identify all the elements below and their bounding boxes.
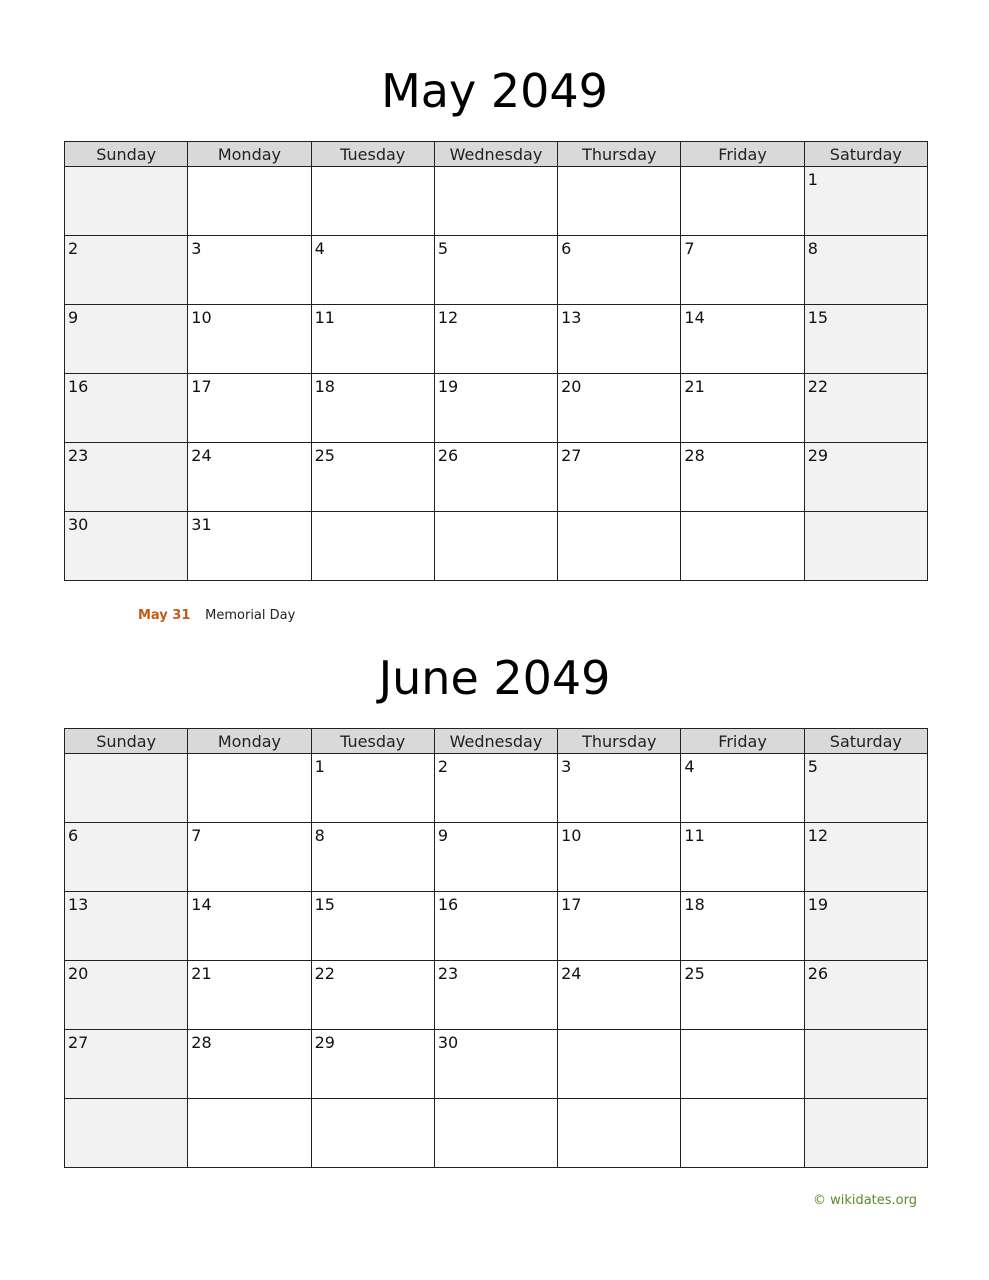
day-number: 26 <box>807 964 829 983</box>
weekday-header: Tuesday <box>311 729 434 754</box>
month-title-june: June 2049 <box>378 651 611 705</box>
day-cell <box>311 961 434 1030</box>
day-cell <box>558 443 681 512</box>
day-cell <box>434 167 557 236</box>
day-number: 1 <box>807 170 818 189</box>
day-cell <box>311 823 434 892</box>
day-cell <box>434 1099 557 1168</box>
day-cell <box>65 754 188 823</box>
day-number <box>681 1030 803 1034</box>
day-cell <box>188 443 311 512</box>
day-cell <box>558 1099 681 1168</box>
day-number: 2 <box>68 239 79 258</box>
day-cell <box>311 167 434 236</box>
week-row <box>65 1030 928 1099</box>
day-number <box>558 1030 680 1034</box>
day-number: 13 <box>68 895 89 914</box>
weekday-header-row <box>65 729 928 754</box>
day-number: 19 <box>807 895 829 914</box>
day-cell <box>311 892 434 961</box>
day-number: 28 <box>191 1033 212 1052</box>
day-number: 30 <box>68 515 89 534</box>
day-cell <box>804 754 927 823</box>
day-number <box>65 754 187 758</box>
holiday-list <box>138 606 295 626</box>
day-number <box>65 167 187 171</box>
day-cell <box>558 892 681 961</box>
day-cell <box>188 754 311 823</box>
day-cell <box>311 236 434 305</box>
day-cell <box>558 961 681 1030</box>
day-cell <box>434 512 557 581</box>
day-cell <box>804 1030 927 1099</box>
weekday-header: Saturday <box>804 142 927 167</box>
day-number: 20 <box>68 964 89 983</box>
day-cell <box>188 1030 311 1099</box>
day-number <box>681 1099 803 1103</box>
day-number: 14 <box>191 895 212 914</box>
day-cell <box>681 374 804 443</box>
day-number <box>558 167 680 171</box>
day-cell <box>681 754 804 823</box>
day-number <box>312 512 434 516</box>
day-cell <box>804 961 927 1030</box>
day-cell <box>188 167 311 236</box>
week-row <box>65 374 928 443</box>
weekday-header: Thursday <box>558 142 681 167</box>
day-cell <box>434 892 557 961</box>
day-cell <box>188 512 311 581</box>
day-number: 30 <box>437 1033 459 1052</box>
day-cell <box>681 961 804 1030</box>
day-cell <box>65 892 188 961</box>
day-number: 6 <box>561 239 572 258</box>
week-row <box>65 961 928 1030</box>
day-number: 26 <box>437 446 459 465</box>
day-cell <box>65 305 188 374</box>
day-number: 13 <box>561 308 582 327</box>
day-number <box>435 512 557 516</box>
day-cell <box>65 236 188 305</box>
day-number: 8 <box>807 239 818 258</box>
day-cell <box>188 236 311 305</box>
day-cell <box>434 823 557 892</box>
weekday-header: Sunday <box>65 142 188 167</box>
day-cell <box>188 305 311 374</box>
day-cell <box>65 1030 188 1099</box>
day-number: 29 <box>314 1033 335 1052</box>
copyright-footer[interactable]: © wikidates.org <box>812 1193 917 1208</box>
day-cell <box>804 1099 927 1168</box>
day-number: 4 <box>684 757 695 776</box>
day-number: 29 <box>807 446 829 465</box>
week-row <box>65 892 928 961</box>
day-cell <box>434 374 557 443</box>
day-number: 12 <box>807 826 829 845</box>
day-cell <box>188 374 311 443</box>
day-number <box>188 167 310 171</box>
month-title-may: May 2049 <box>381 64 608 118</box>
day-cell <box>681 167 804 236</box>
day-number: 11 <box>314 308 335 327</box>
day-number: 3 <box>191 239 202 258</box>
day-number: 1 <box>314 757 325 776</box>
day-cell <box>681 1099 804 1168</box>
day-cell <box>804 443 927 512</box>
weekday-header: Friday <box>681 142 804 167</box>
day-cell <box>434 443 557 512</box>
day-number: 9 <box>68 308 79 327</box>
day-number: 8 <box>314 826 325 845</box>
day-number: 21 <box>684 377 705 396</box>
day-number: 16 <box>437 895 459 914</box>
day-number <box>435 1099 557 1103</box>
day-cell <box>804 892 927 961</box>
day-cell <box>804 374 927 443</box>
day-number <box>681 167 803 171</box>
weekday-header: Wednesday <box>434 142 557 167</box>
day-number: 12 <box>437 308 459 327</box>
day-number: 17 <box>191 377 212 396</box>
day-cell <box>434 961 557 1030</box>
day-number: 17 <box>561 895 582 914</box>
day-number: 4 <box>314 239 325 258</box>
day-number: 27 <box>561 446 582 465</box>
day-number: 22 <box>807 377 829 396</box>
holiday-date: May 31 <box>138 608 191 623</box>
day-number: 14 <box>684 308 705 327</box>
day-number <box>805 1030 927 1034</box>
day-number <box>188 754 310 758</box>
day-number: 7 <box>684 239 695 258</box>
day-cell <box>681 823 804 892</box>
day-cell <box>311 374 434 443</box>
day-cell <box>681 236 804 305</box>
day-number <box>558 1099 680 1103</box>
day-number: 19 <box>437 377 459 396</box>
day-number: 15 <box>807 308 829 327</box>
weekday-header: Saturday <box>804 729 927 754</box>
day-number: 20 <box>561 377 582 396</box>
day-cell <box>558 823 681 892</box>
day-number <box>312 1099 434 1103</box>
week-row <box>65 443 928 512</box>
day-cell <box>434 236 557 305</box>
week-row <box>65 236 928 305</box>
day-number: 31 <box>191 515 212 534</box>
calendar-grid-june <box>64 728 928 1168</box>
day-cell <box>804 823 927 892</box>
day-number: 21 <box>191 964 212 983</box>
day-number: 18 <box>314 377 335 396</box>
day-number: 11 <box>684 826 705 845</box>
day-number <box>188 1099 310 1103</box>
day-number: 5 <box>437 239 449 258</box>
day-cell <box>681 1030 804 1099</box>
day-cell <box>434 1030 557 1099</box>
day-cell <box>434 305 557 374</box>
day-number: 23 <box>68 446 89 465</box>
day-cell <box>65 512 188 581</box>
day-cell <box>681 512 804 581</box>
day-number: 3 <box>561 757 572 776</box>
day-number: 7 <box>191 826 202 845</box>
weekday-header: Tuesday <box>311 142 434 167</box>
day-cell <box>311 512 434 581</box>
day-cell <box>558 167 681 236</box>
weekday-header: Friday <box>681 729 804 754</box>
day-number: 27 <box>68 1033 89 1052</box>
day-cell <box>681 443 804 512</box>
day-cell <box>804 167 927 236</box>
week-row <box>65 754 928 823</box>
holiday-name: Memorial Day <box>205 608 296 623</box>
day-number: 5 <box>807 757 818 776</box>
day-number: 2 <box>437 757 449 776</box>
weekday-header: Thursday <box>558 729 681 754</box>
day-cell <box>311 1099 434 1168</box>
day-cell <box>434 754 557 823</box>
day-number <box>805 512 927 516</box>
weekday-header-row <box>65 142 928 167</box>
day-number: 24 <box>191 446 212 465</box>
day-number: 10 <box>561 826 582 845</box>
weekday-header: Monday <box>188 142 311 167</box>
day-number: 9 <box>437 826 449 845</box>
day-number <box>65 1099 187 1103</box>
day-cell <box>311 1030 434 1099</box>
day-cell <box>311 443 434 512</box>
day-number <box>558 512 680 516</box>
day-number: 23 <box>437 964 459 983</box>
day-number: 18 <box>684 895 705 914</box>
day-cell <box>558 374 681 443</box>
week-row <box>65 512 928 581</box>
day-cell <box>681 892 804 961</box>
day-number <box>435 167 557 171</box>
day-cell <box>804 236 927 305</box>
day-cell <box>558 754 681 823</box>
day-number: 24 <box>561 964 582 983</box>
day-number <box>805 1099 927 1103</box>
day-cell <box>311 305 434 374</box>
day-number <box>312 167 434 171</box>
day-number: 22 <box>314 964 335 983</box>
day-number: 16 <box>68 377 89 396</box>
day-cell <box>558 305 681 374</box>
day-cell <box>681 305 804 374</box>
day-cell <box>311 754 434 823</box>
day-number: 25 <box>314 446 335 465</box>
week-row <box>65 167 928 236</box>
day-number: 10 <box>191 308 212 327</box>
day-number: 15 <box>314 895 335 914</box>
week-row <box>65 1099 928 1168</box>
day-cell <box>558 512 681 581</box>
day-cell <box>558 236 681 305</box>
day-cell <box>188 823 311 892</box>
day-cell <box>804 512 927 581</box>
day-cell <box>65 961 188 1030</box>
day-cell <box>188 1099 311 1168</box>
day-number <box>681 512 803 516</box>
weekday-header: Wednesday <box>434 729 557 754</box>
day-cell <box>65 823 188 892</box>
day-cell <box>804 305 927 374</box>
calendar-grid-may <box>64 141 928 581</box>
day-number: 28 <box>684 446 705 465</box>
day-cell <box>65 167 188 236</box>
day-cell <box>65 443 188 512</box>
day-cell <box>558 1030 681 1099</box>
day-cell <box>65 374 188 443</box>
day-cell <box>188 961 311 1030</box>
day-cell <box>188 892 311 961</box>
week-row <box>65 823 928 892</box>
day-cell <box>65 1099 188 1168</box>
weekday-header: Sunday <box>65 729 188 754</box>
day-number: 6 <box>68 826 79 845</box>
weekday-header: Monday <box>188 729 311 754</box>
week-row <box>65 305 928 374</box>
day-number: 25 <box>684 964 705 983</box>
